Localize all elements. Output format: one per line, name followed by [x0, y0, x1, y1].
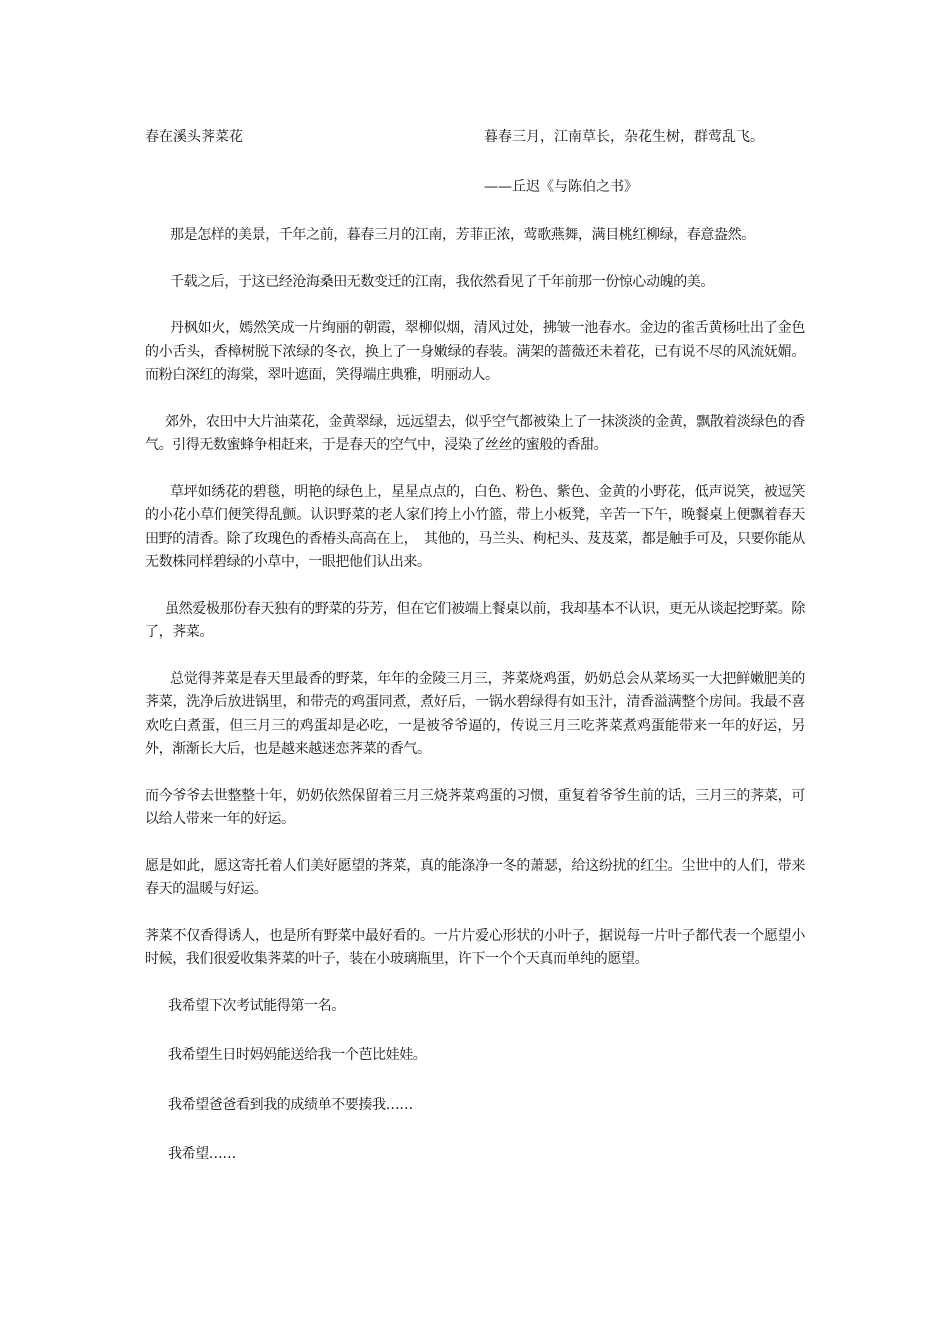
paragraph: 那是怎样的美景，千年之前，暮春三月的江南，芳菲正浓，莺歌燕舞，满目桃红柳绿，春意盎然。 — [170, 227, 755, 243]
wish-line: 我希望爸爸看到我的成绩单不要揍我…… — [168, 1096, 413, 1113]
article-body — [145, 224, 805, 1193]
paragraph: 千载之后，于这已经沧海桑田无数变迁的江南，我依然看见了千年前那一份惊心动魄的美。 — [170, 273, 714, 290]
paragraph: 郊外，农田中大片油菜花，金黄翠绿，远远望去，似乎空气都被染上了一抹淡淡的金黄，飘散着淡绿色的香气。引得无数蜜蜂争相赶来，于是春天的空气中，浸染了丝丝的蜜般的香甜。 — [145, 413, 805, 453]
paragraph: 总觉得荠菜是春天里最香的野菜，年年的金陵三月三，荠菜烧鸡蛋，奶奶总会从菜场买一大把鲜嫩肥美的荠菜，洗净后放进锅里，和带壳的鸡蛋同煮，煮好后，一锅水碧绿得有如玉汁，清香溢满整个房间。我最不喜欢吃白煮蛋，但三月三的鸡蛋却是必吃，一是被爷爷逼的，传说三月三吃荠菜煮鸡蛋能带来一年的好运，另外，渐渐长大后，也是越来越迷恋荠菜的香气。 — [145, 670, 805, 757]
wish-line: 我希望…… — [168, 1146, 236, 1162]
paragraph: 愿是如此，愿这寄托着人们美好愿望的荠菜，真的能涤净一冬的萧瑟，给这纷扰的红尘。尘世中的人们，带来春天的温暖与好运。 — [145, 857, 805, 897]
paragraph: 丹枫如火，嫣然笑成一片绚丽的朝霞，翠柳似烟，清风过处，拂皱一池春水。金边的雀舌黄杨吐出了金色的小舌头，香樟树脱下浓绿的冬衣，换上了一身嫩绿的春装。满架的蔷薇还未着花，已有说不尽的风流妩媚。而粉白深红的海棠，翠叶遮面，笑得端庄典雅，明丽动人。 — [145, 320, 805, 383]
paragraph: 而今爷爷去世整整十年，奶奶依然保留着三月三烧荠菜鸡蛋的习惯，重复着爷爷生前的话，三月三的荠菜，可以给人带来一年的好运。 — [145, 787, 805, 827]
paragraph: 虽然爱极那份春天独有的野菜的芬芳，但在它们被端上餐桌以前，我却基本不认识，更无从谈起挖野菜。除了，荠菜。 — [145, 600, 805, 640]
epigraph-quote: 暮春三月，江南草长，杂花生树，群莺乱飞。 — [484, 129, 764, 145]
document-title: 春在溪头荠菜花 — [145, 129, 243, 145]
paragraph: 草坪如绣花的碧毯，明艳的绿色上，星星点点的，白色、粉色、紫色、金黄的小野花，低声说笑，被逗笑的小花小草们便笑得乱颤。认识野菜的老人家们挎上小竹篮，带上小板凳，辛苦一下午，晚餐桌上便飘着春天田野的清香。除了玫瑰色的香椿头高高在上， 其他的，马兰头、枸杞头、芨芨菜，都是触手可及，只要你能从无数株同样碧绿的小草中，一眼把他们认出来。 — [145, 483, 805, 570]
wish-line: 我希望下次考试能得第一名。 — [168, 997, 345, 1014]
wish-line: 我希望生日时妈妈能送给我一个芭比娃娃。 — [168, 1047, 427, 1063]
epigraph-attribution: ——丘迟《与陈伯之书》 — [484, 179, 638, 195]
paragraph: 荠菜不仅香得诱人，也是所有野菜中最好看的。一片片爱心形状的小叶子，据说每一片叶子都代表一个愿望小时候，我们很爱收集荠菜的叶子，装在小玻璃瓶里，许下一个个天真而单纯的愿望。 — [145, 927, 805, 967]
